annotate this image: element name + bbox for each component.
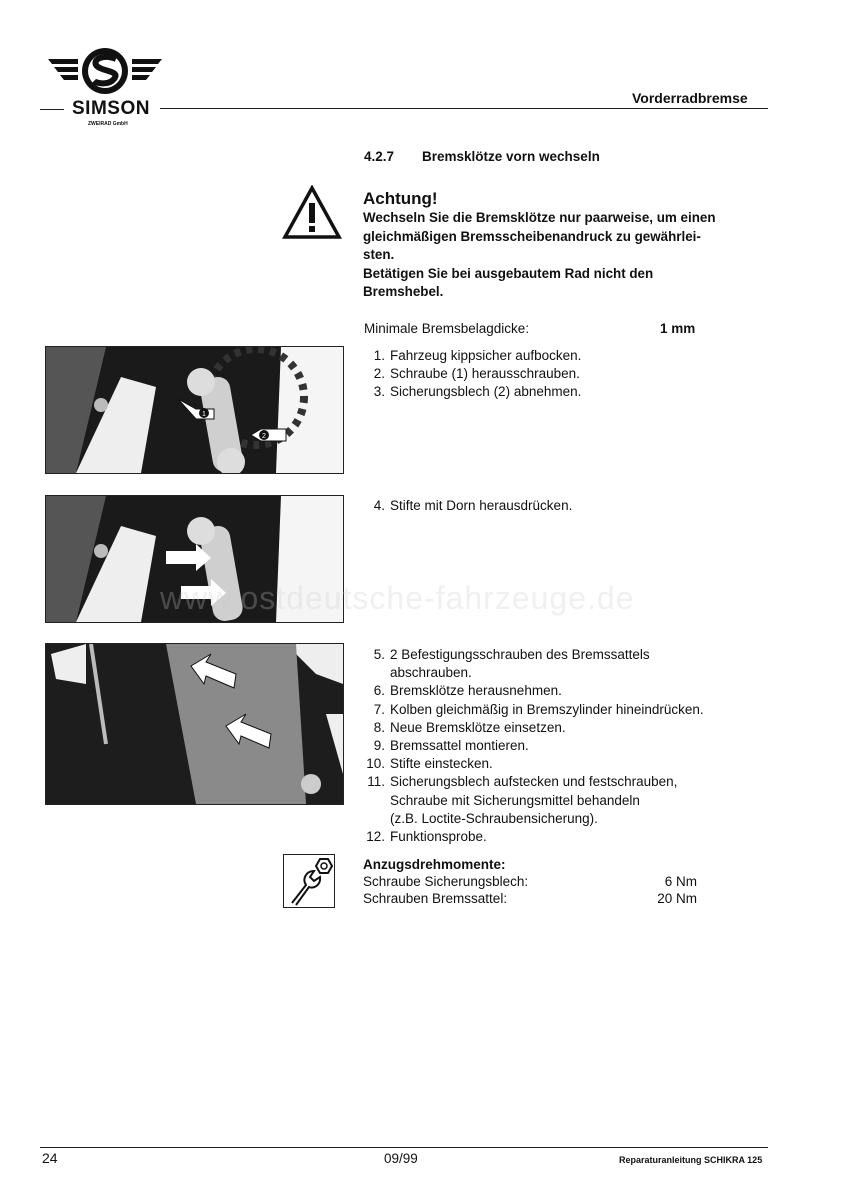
footer-rule [40, 1147, 768, 1148]
watermark: www.ostdeutsche-fahrzeuge.de [160, 580, 635, 616]
warning-heading: Achtung! [363, 189, 438, 208]
step-item: 8. Neue Bremsklötze einsetzen. [373, 719, 566, 735]
callout-2: 2 [262, 433, 266, 440]
photo-caliper-callouts [45, 346, 344, 474]
document-title: Reparaturanleitung SCHIKRA 125 [619, 1155, 763, 1165]
page-number: 24 [42, 1150, 58, 1166]
step-item: 12. Funktionsprobe. [366, 829, 487, 845]
min-pad-thickness [364, 321, 704, 336]
warning-line: Betätigen Sie bei ausgebautem Rad nicht den [363, 265, 654, 281]
section-number: 4.2.7 [364, 149, 395, 164]
footer-date: 09/99 [384, 1151, 418, 1166]
step-item: 2. Schraube (1) herausschrauben. [373, 366, 580, 382]
steps-list-1 [366, 347, 581, 402]
warning-text [363, 209, 763, 302]
header-rule [160, 108, 768, 109]
warning-line: Bremshebel. [363, 284, 444, 299]
step-item: (z.B. Loctite-Schraubensicherung). [390, 810, 598, 826]
steps-list-2 [366, 497, 572, 515]
step-item: 11. Sicherungsblech aufstecken und festschrauben, [367, 774, 678, 790]
spec-value: 1 mm [660, 321, 696, 336]
step-item: abschrauben. [390, 665, 472, 681]
steps-list-3 [366, 646, 704, 846]
wrench-nut-icon [283, 854, 335, 908]
callout-1: 1 [202, 411, 206, 418]
chapter-title: Vorderradbremse [632, 90, 748, 106]
step-item: 6. Bremsklötze herausnehmen. [373, 683, 562, 699]
torque-row: Schrauben Bremssattel: 20 Nm [363, 891, 697, 906]
warning-line: sten. [363, 247, 395, 262]
brake-caliper-photo [46, 347, 343, 473]
caliper-mount-photo [46, 644, 343, 804]
warning-line: gleichmäßigen Bremsscheibenandruck zu gewährlei- [363, 228, 701, 244]
step-item: 3. Sicherungsblech (2) abnehmen. [373, 384, 582, 400]
logo-rule [40, 109, 64, 110]
step-item: 1. Fahrzeug kippsicher aufbocken. [373, 348, 582, 363]
simson-logo-icon [40, 45, 170, 100]
step-item: 10. Stifte einstecken. [366, 756, 493, 772]
warning-line: Wechseln Sie die Bremsklötze nur paarweise, um einen [363, 210, 716, 225]
torque-heading: Anzugsdrehmomente: [363, 857, 506, 872]
section-title [364, 149, 600, 164]
step-item: Schraube mit Sicherungsmittel behandeln [390, 792, 640, 808]
torque-row: Schraube Sicherungsblech: 6 Nm [363, 874, 697, 889]
step-item: 5. 2 Befestigungsschrauben des Bremssattels [373, 647, 650, 662]
step-item: 9. Bremssattel montieren. [373, 738, 529, 754]
brand-subtitle: ZWEIRAD GmbH [88, 121, 128, 127]
torque-specs [363, 856, 703, 907]
step-item: 7. Kolben gleichmäßig in Bremszylinder hineindrücken. [373, 701, 704, 717]
section-title-text: Bremsklötze vorn wechseln [422, 149, 600, 164]
warning-triangle-icon [282, 185, 342, 240]
photo-caliper-mount [45, 643, 344, 805]
spec-label: Minimale Bremsbelagdicke: [364, 321, 530, 336]
step-item: 4. Stifte mit Dorn herausdrücken. [373, 498, 573, 513]
brand-name: SIMSON [72, 98, 150, 119]
